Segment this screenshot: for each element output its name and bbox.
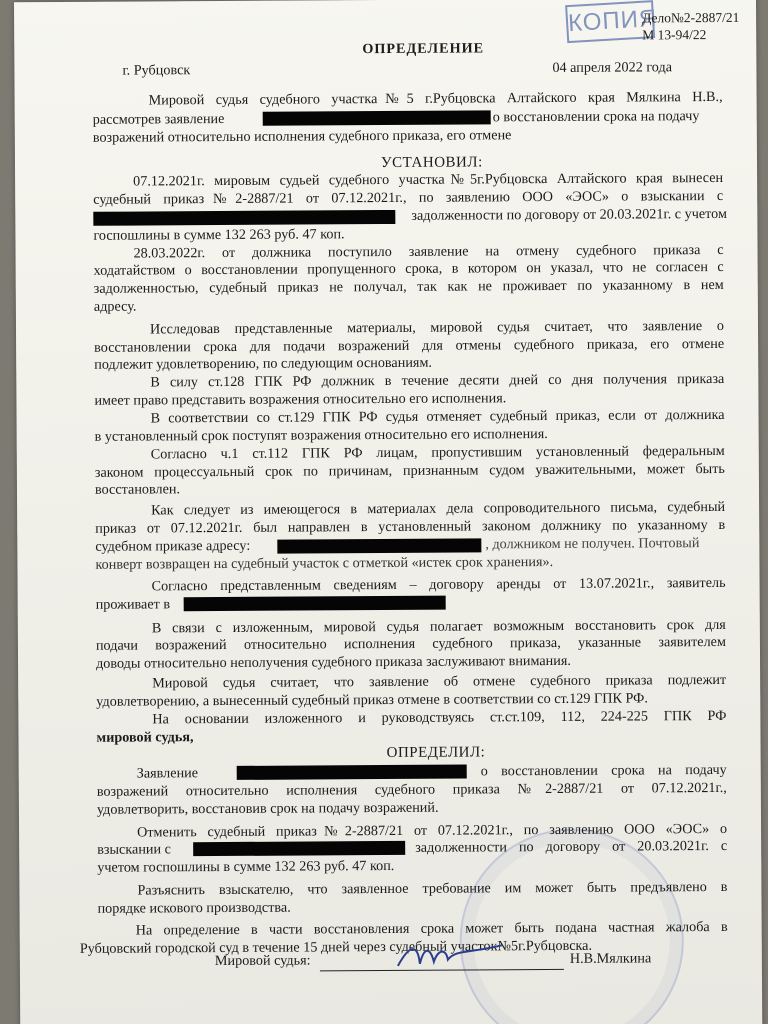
paragraph-line: Исследовав представленные материалы, мировой судья считает, что заявление о <box>149 317 725 338</box>
paragraph-line: взыскании с <box>97 841 171 859</box>
redaction-bar <box>277 538 481 553</box>
intro-line-2b: о восстановлении срока на подачу <box>492 108 700 126</box>
paragraph-line: доводы относительно неполучения судебного приказа заслуживают внимания. <box>96 653 571 673</box>
paragraph-line: адресу. <box>93 298 137 315</box>
paragraph-line: возражений относительно исполнения судебного приказа №2-2887/21 от 07.12.2021г., <box>96 780 727 800</box>
paragraph-line: имеет право представить возражения относительно его исполнения. <box>94 390 507 409</box>
paragraph-line: проживает в <box>95 596 171 613</box>
paragraph-line: На основании изложенного и руководствуясь ст.ст.109, 112, 224-225 ГПК РФ <box>152 707 727 728</box>
document-page <box>14 0 762 1024</box>
intro-line-2a: рассмотрев заявление <box>92 111 225 128</box>
paragraph-line: о восстановлении срока на подачу <box>480 762 727 780</box>
paragraph-line: судебном приказе адресу: <box>95 537 251 555</box>
paragraph-line: Заявление <box>136 765 199 782</box>
intro-line-3: возражений относительно исполнения судебного приказа, его отмене <box>92 127 512 146</box>
section-decided: ОПРЕДЕЛИЛ: <box>386 744 486 762</box>
redaction-bar <box>237 765 467 780</box>
section-established: УСТАНОВИЛ: <box>380 154 483 172</box>
handwritten-signature <box>390 935 510 976</box>
city: г. Рубцовск <box>122 62 191 79</box>
paragraph-line: конверт возвращен на судебный участок с отметкой «истек срок хранения». <box>95 553 554 573</box>
paragraph-line: задолженности по договору от 20.03.2021г. с учетом <box>411 205 728 224</box>
paragraph-line: , должником не получен. Почтовый <box>485 534 700 553</box>
paragraph-line: В соответствии со ст.129 ГПК РФ судья отменяет судебный приказ, если от должника <box>150 406 725 427</box>
redaction-bar <box>93 210 395 226</box>
paragraph-line: восстановлен. <box>94 481 181 499</box>
document-title: ОПРЕДЕЛЕНИЕ <box>362 40 485 58</box>
paragraph-line: Рубцовский городской суд в течение 15 дней через судебный участок№5г.Рубцовска. <box>79 937 593 957</box>
paragraph-line: удовлетворению, а вынесенный судебный приказ отмене в соответствии со ст.129 ГПК РФ. <box>96 690 648 710</box>
paragraph-line: На определение в части восстановления срока может быть подана частная жалоба в <box>135 919 728 939</box>
paragraph-line: Отменить судебный приказ№2-2887/21 от 07.12.2021г., по заявлению ООО «ЭОС» о <box>137 820 728 841</box>
paragraph-line: судебный приказ№2-2887/21 от 07.12.2021г., по заявлению ООО «ЭОС» о взыскании с <box>93 187 724 208</box>
paragraph-line: Мировой судья считает, что заявление об отмене судебного приказа подлежит <box>152 671 727 692</box>
paragraph-line: госпошлины в сумме 132 263 руб. 47 коп. <box>93 225 345 244</box>
paragraph-line: мировой судья, <box>96 728 194 746</box>
paragraph-line: ходатайством о восстановлении пропущенного срока, в котором он указал, что не согласен с <box>93 259 724 280</box>
case-number-line-1: Дело№2-2887/21 <box>642 9 740 26</box>
paragraph-line: В силу ст.128 ГПК РФ должник в течение десяти дней со дня получения приказа <box>150 371 725 391</box>
signature-label: Мировой судья: <box>214 952 311 970</box>
paragraph-line: Согласно ч.1 ст.112 ГПК РФ лицам, пропустившим установленный федеральным <box>150 442 725 463</box>
paragraph-line: удовлетворить, восстановив срок на подачу возражений. <box>96 799 439 818</box>
paragraph-line: задолженностью, судебный приказ не получал, так как не проживает по указанному в нем <box>93 277 724 298</box>
paragraph-line: Как следует из имеющегося в материалах дела сопроводительного письма, судебный <box>151 499 726 519</box>
redaction-bar <box>193 841 405 856</box>
paragraph-line: Разъяснить взыскателю, что заявленное требование им может быть предъявлено в <box>137 878 728 899</box>
case-number-line-2: М 13-94/22 <box>642 27 707 43</box>
document-date: 04 апреля 2022 года <box>552 59 673 77</box>
paragraph-line: приказ от 07.12.2021г. был направлен в установленный законом должнику по указанному в <box>95 516 726 537</box>
paragraph-line: Согласно представленным сведениям – договору аренды от 13.07.2021г., заявитель <box>151 575 726 595</box>
paragraph-line: в установленный срок поступят возражения относительно его исполнения. <box>94 425 548 445</box>
paragraph-line: подачи возражений относительно исполнения судебного приказа, указанные заявителем <box>95 634 726 655</box>
intro-line-1: Мировой судья судебного участка№5 г.Рубцовска Алтайского края Мялкина Н.В., <box>148 89 723 109</box>
paragraph-line: восстановлении срока для подачи возражений для отмены судебного приказа, его отмене <box>94 335 725 356</box>
judge-name: Н.В.Мялкина <box>569 950 652 967</box>
paragraph-line: 28.03.2022г. от должника поступило заявление на отмену судебного приказа с <box>133 241 724 262</box>
paragraph-line: учетом госпошлины в сумме 132 263 руб. 47 коп. <box>97 858 395 877</box>
case-number <box>642 9 739 44</box>
paragraph-line: подлежит удовлетворению, по следующим основаниям. <box>94 355 433 374</box>
paragraph-line: задолженности по договору от 20.03.2021г. с <box>415 838 728 857</box>
paragraph-line: порядке искового производства. <box>97 899 291 917</box>
paragraph-line: 07.12.2021г. мировым судьей судебного участка№5г.Рубцовска Алтайского края вынесен <box>133 170 724 190</box>
redaction-bar <box>184 596 446 612</box>
copy-stamp: КОПИЯ <box>565 0 655 43</box>
paragraph-line: законом процессуальный срок по причинам, признанным судом уважительными, может быть <box>94 460 725 481</box>
paragraph-line: В связи с изложенным, мировой судья полагает возможным восстановить срок для <box>151 616 726 637</box>
redaction-bar <box>263 110 491 125</box>
